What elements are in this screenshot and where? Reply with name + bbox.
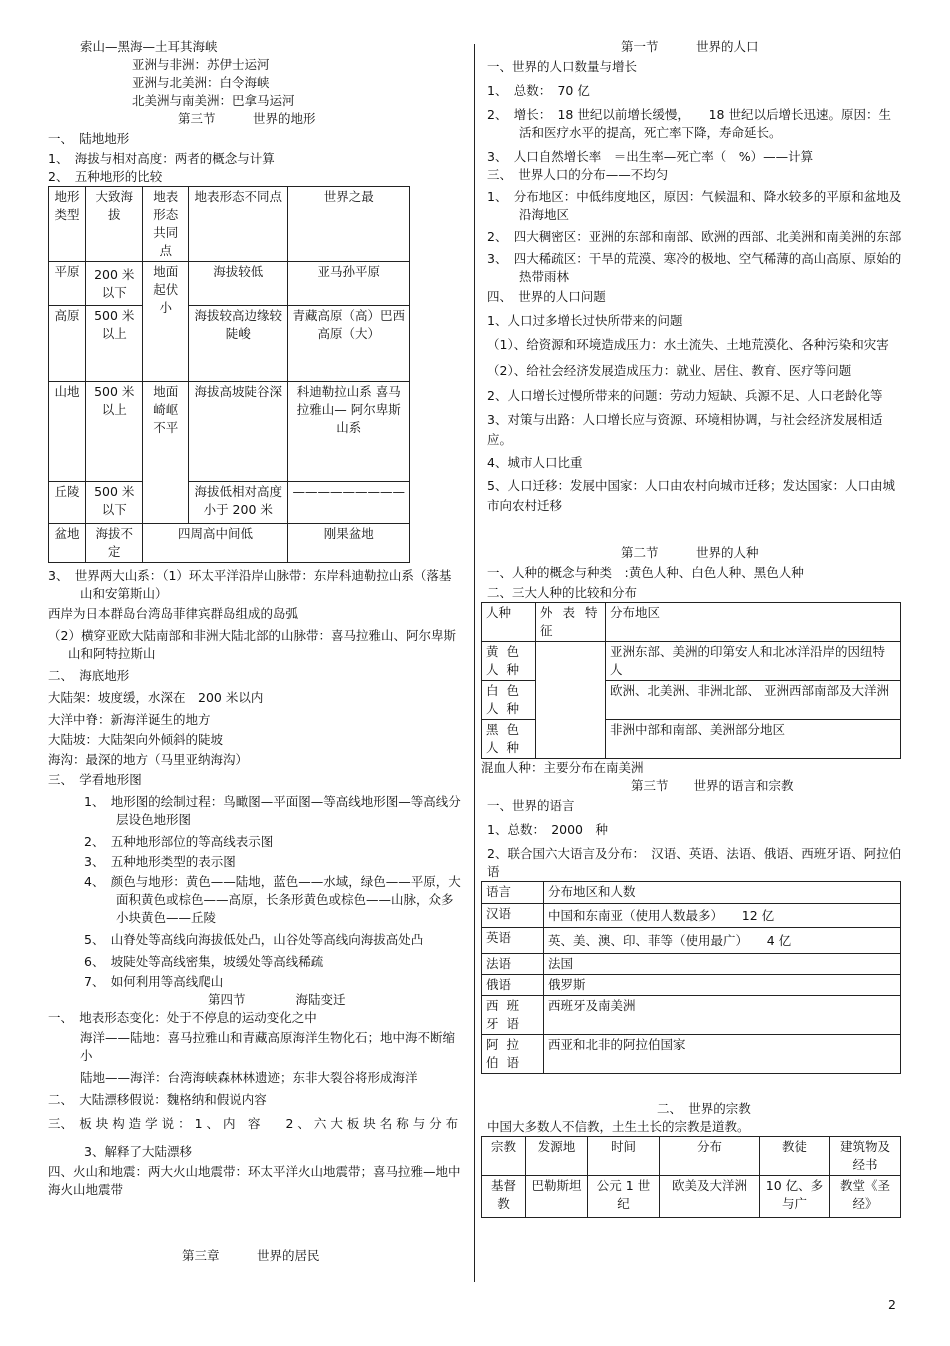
text-line: 大陆架：坡度缓，水深在 200 米以内 (48, 690, 264, 705)
table-cell: 汉语 (482, 904, 544, 928)
list-item: 1、 地形图的绘制过程：鸟瞰图—平面图—等高线地形图—等高线分层设色地形图 (84, 794, 461, 827)
list-item: 5、 山脊处等高线向海拔低处凸，山谷处等高线向海拔高处凸 (84, 932, 424, 947)
table-cell: 西亚和北非的阿拉伯国家 (544, 1035, 901, 1074)
list-item: 4、 颜色与地形：黄色——陆地，蓝色——水域，绿色——平原，大面积黄色或棕色——高原，长条形黄色或棕色——山脉，众多小块黄色——丘陵 (84, 874, 461, 925)
text-line: 2、联合国六大语言及分布： 汉语、英语、法语、俄语、西班牙语、阿拉伯语 (487, 846, 902, 879)
section-title: 第二节 世界的人种 (621, 545, 759, 560)
table-cell: 海拔较高边缘较陡峻 (188, 306, 288, 382)
landform-table (48, 186, 410, 563)
text-line: 西岸为日本群岛台湾岛菲律宾群岛组成的岛弧 (48, 606, 299, 621)
religion-table (481, 1136, 901, 1218)
table-header: 地形类型 (49, 187, 86, 262)
heading: 二、 海底地形 (48, 668, 130, 683)
table-header: 地表形态不同点 (188, 187, 288, 262)
race-table (481, 602, 901, 759)
text-line: 1、 分布地区：中低纬度地区，原因：气候温和、降水较多的平原和盆地及沿海地区 (487, 189, 902, 222)
text-line: （1）、给资源和环境造成压力：水土流失、土地荒漠化、各种污染和灾害 (487, 337, 889, 352)
table-cell: 青藏高原（高）巴西高原（大） (288, 306, 410, 382)
table-cell: ————————— (288, 482, 410, 524)
table-cell: 黑 色 人 种 (482, 720, 536, 759)
list-item: 7、 如何利用等高线爬山 (84, 974, 224, 989)
table-cell: 海拔高坡陡谷深 (188, 382, 288, 482)
table-cell: 10 亿、多与广 (760, 1176, 830, 1218)
table-cell: 地面起伏小 (143, 262, 189, 382)
chapter-title: 第三章 世界的居民 (182, 1248, 320, 1263)
text-line: 3、解释了大陆漂移 (84, 1144, 192, 1159)
table-cell: 非洲中部和南部、美洲部分地区 (606, 720, 901, 759)
table-cell: 科迪勒拉山系 喜马拉雅山— 阿尔卑斯山系 (288, 382, 410, 482)
table-cell: 欧洲、北美洲、非洲北部、 亚洲西部南部及大洋洲 (606, 681, 901, 720)
table-header: 教徒 (760, 1137, 830, 1176)
text-line: 大洋中脊：新海洋诞生的地方 (48, 712, 211, 727)
table-cell: 500 米以上 (86, 382, 143, 482)
table-cell: 基督教 (482, 1176, 526, 1218)
table-cell: 平原 (49, 262, 86, 306)
table-cell: 法国 (544, 954, 901, 975)
heading: 二、 大陆漂移假说：魏格纳和假说内容 (48, 1092, 267, 1107)
heading: 三、 世界人口的分布——不均匀 (487, 167, 669, 182)
section-title: 第三节 世界的地形 (178, 111, 316, 126)
section-title: 二、 世界的宗教 (657, 1101, 751, 1116)
text-line: 5、人口迁移：发展中国家：人口由农村向城市迁移；发达国家：人口由城市向农村迁移 (487, 478, 895, 513)
text-line: 1、 海拔与相对高度：两者的概念与计算 (48, 151, 275, 166)
table-cell: 海拔不定 (86, 524, 143, 563)
table-cell: 白 色 人 种 (482, 681, 536, 720)
heading: 一、世界的语言 (487, 798, 575, 813)
table-header: 分布地区 (606, 603, 901, 642)
table-cell: 西班牙及南美洲 (544, 996, 901, 1035)
text-line: 海沟：最深的地方（马里亚纳海沟） (48, 752, 249, 767)
table-cell: 盆地 (49, 524, 86, 563)
table-cell: 亚马孙平原 (288, 262, 410, 306)
text-line: 1、人口过多增长过快所带来的问题 (487, 313, 683, 328)
table-header: 世界之最 (288, 187, 410, 262)
table-cell: 高原 (49, 306, 86, 382)
text-line: （2）、给社会经济发展造成压力：就业、居住、教育、医疗等问题 (487, 363, 852, 378)
text-line: 中国大多数人不信教，土生土长的宗教是道教。 (487, 1119, 750, 1134)
table-cell: 亚洲东部、美洲的印第安人和北冰洋沿岸的因纽特人 (606, 642, 901, 681)
text-line: 3、 四大稀疏区：干旱的荒漠、寒冷的极地、空气稀薄的高山高原、原始的热带雨林 (487, 251, 902, 284)
table-header: 建筑物及经书 (830, 1137, 901, 1176)
heading: 三、 学看地形图 (48, 772, 142, 787)
text-line: 2、人口增长过慢所带来的问题：劳动力短缺、兵源不足、人口老龄化等 (487, 388, 883, 403)
table-cell: 中国和东南亚（使用人数最多） 12 亿 (544, 904, 901, 928)
table-cell: 英语 (482, 928, 544, 954)
text-line: （2）横穿亚欧大陆南部和非洲大陆北部的山脉带：喜马拉雅山、阿尔卑斯山和阿特拉斯山 (48, 628, 456, 661)
text-line: 2、 四大稠密区：亚洲的东部和南部、欧洲的西部、北美洲和南美洲的东部 (487, 229, 902, 244)
table-cell: 俄罗斯 (544, 975, 901, 996)
text-line: 混血人种：主要分布在南美洲 (481, 760, 644, 775)
heading: 二、三大人种的比较和分布 (487, 585, 638, 600)
page-number: 2 (888, 1297, 896, 1312)
heading: 一、人种的概念与种类 :黄色人种、白色人种、黑色人种 (487, 565, 804, 580)
table-cell: 海拔较低 (188, 262, 288, 306)
table-cell: 俄语 (482, 975, 544, 996)
table-header: 外 表 特 征 (536, 603, 606, 642)
table-cell: 500 米以上 (86, 306, 143, 382)
table-cell: 英、美、澳、印、菲等（使用最广） 4 亿 (544, 928, 901, 954)
table-header: 分布 (660, 1137, 760, 1176)
text-line: 3、 人口自然增长率 ＝出生率—死亡率（ %）——计算 (487, 149, 814, 164)
list-item: 6、 坡陡处等高线密集，坡缓处等高线稀疏 (84, 954, 324, 969)
text-line: 3、对策与出路：人口增长应与资源、环境相协调，与社会经济发展相适应。 (487, 412, 883, 447)
section-title: 第一节 世界的人口 (621, 39, 759, 54)
heading: 一、 陆地地形 (48, 131, 130, 146)
text-line (48, 1029, 463, 1065)
heading: 一、 地表形态变化：处于不停息的运动变化之中 (48, 1010, 317, 1025)
table-cell: 法语 (482, 954, 544, 975)
text-span: 海洋——陆地：喜马拉雅山和青藏高原海洋生物化石；地中海不断缩小 (80, 1030, 456, 1063)
table-cell: 黄 色 人 种 (482, 642, 536, 681)
table-cell: 丘陵 (49, 482, 86, 524)
text-line: 1、总数： 2000 种 (487, 822, 609, 837)
text-line: 大陆坡：大陆架向外倾斜的陡坡 (48, 732, 224, 747)
table-header: 大致海拔 (86, 187, 143, 262)
left-column (48, 38, 463, 1265)
heading: 四、 世界的人口问题 (487, 289, 606, 304)
text-line: 陆地——海洋：台湾海峡森林林遗迹；东非大裂谷将形成海洋 (80, 1070, 418, 1085)
text-line: 2、 五种地形的比较 (48, 169, 163, 184)
table-cell: 500 米以下 (86, 482, 143, 524)
table-header: 时间 (588, 1137, 660, 1176)
table-cell: 刚果盆地 (288, 524, 410, 563)
table-cell: 欧美及大洋洲 (660, 1176, 760, 1218)
list-item: 2、 五种地形部位的等高线表示图 (84, 834, 274, 849)
table-cell: 教堂《圣经》 (830, 1176, 901, 1218)
strait-line: 索山—黑海—土耳其海峡 (80, 39, 218, 54)
table-cell: 山地 (49, 382, 86, 482)
table-header: 分布地区和人数 (544, 882, 901, 904)
text-line: 1、 总数： 70 亿 (487, 83, 590, 98)
text-line: 4、城市人口比重 (487, 455, 583, 470)
section-title: 第三节 世界的语言和宗教 (631, 778, 794, 793)
table-header: 宗教 (482, 1137, 526, 1176)
table-cell: 阿 拉 伯 语 (482, 1035, 544, 1074)
strait-line: 亚洲与非洲：苏伊士运河 (132, 57, 270, 72)
table-cell: 200 米以下 (86, 262, 143, 306)
section-title: 第四节 海陆变迁 (208, 992, 346, 1007)
table-cell: 海拔低相对高度小于 200 米 (188, 482, 288, 524)
table-header: 发源地 (526, 1137, 588, 1176)
strait-line: 亚洲与北美洲：白令海峡 (132, 75, 270, 90)
heading: 一、世界的人口数量与增长 (487, 59, 638, 74)
strait-line: 北美洲与南美洲：巴拿马运河 (132, 93, 295, 108)
table-cell: 地面崎岖不平 (143, 382, 189, 524)
language-table (481, 881, 901, 1074)
column-divider (474, 44, 475, 1282)
text-line: 2、 增长： 18 世纪以前增长缓慢， 18 世纪以后增长迅速。原因：生活和医疗水平的提高，死亡率下降，寿命延长。 (487, 107, 891, 140)
table-header: 语言 (482, 882, 544, 904)
table-header: 人种 (482, 603, 536, 642)
table-header: 地表形态共同点 (143, 187, 189, 262)
table-cell: 公元 1 世纪 (588, 1176, 660, 1218)
list-item: 3、 五种地形类型的表示图 (84, 854, 236, 869)
heading: 三、 板 块 构 造 学 说 ： 1 、 内 容 2 、 六 大 板 块 名 称 与 分 布 (48, 1116, 459, 1131)
table-cell: 西 班 牙 语 (482, 996, 544, 1035)
table-cell: 四周高中间低 (143, 524, 288, 563)
heading: 四、火山和地震：两大火山地震带：环太平洋火山地震带；喜马拉雅—地中海火山地震带 (48, 1164, 461, 1197)
right-column (481, 38, 902, 1218)
text-line: 3、 世界两大山系：（1）环太平洋沿岸山脉带：东岸科迪勒拉山系（落基山和安第斯山） (48, 568, 452, 601)
table-cell: 巴勒斯坦 (526, 1176, 588, 1218)
table-cell (536, 642, 606, 759)
